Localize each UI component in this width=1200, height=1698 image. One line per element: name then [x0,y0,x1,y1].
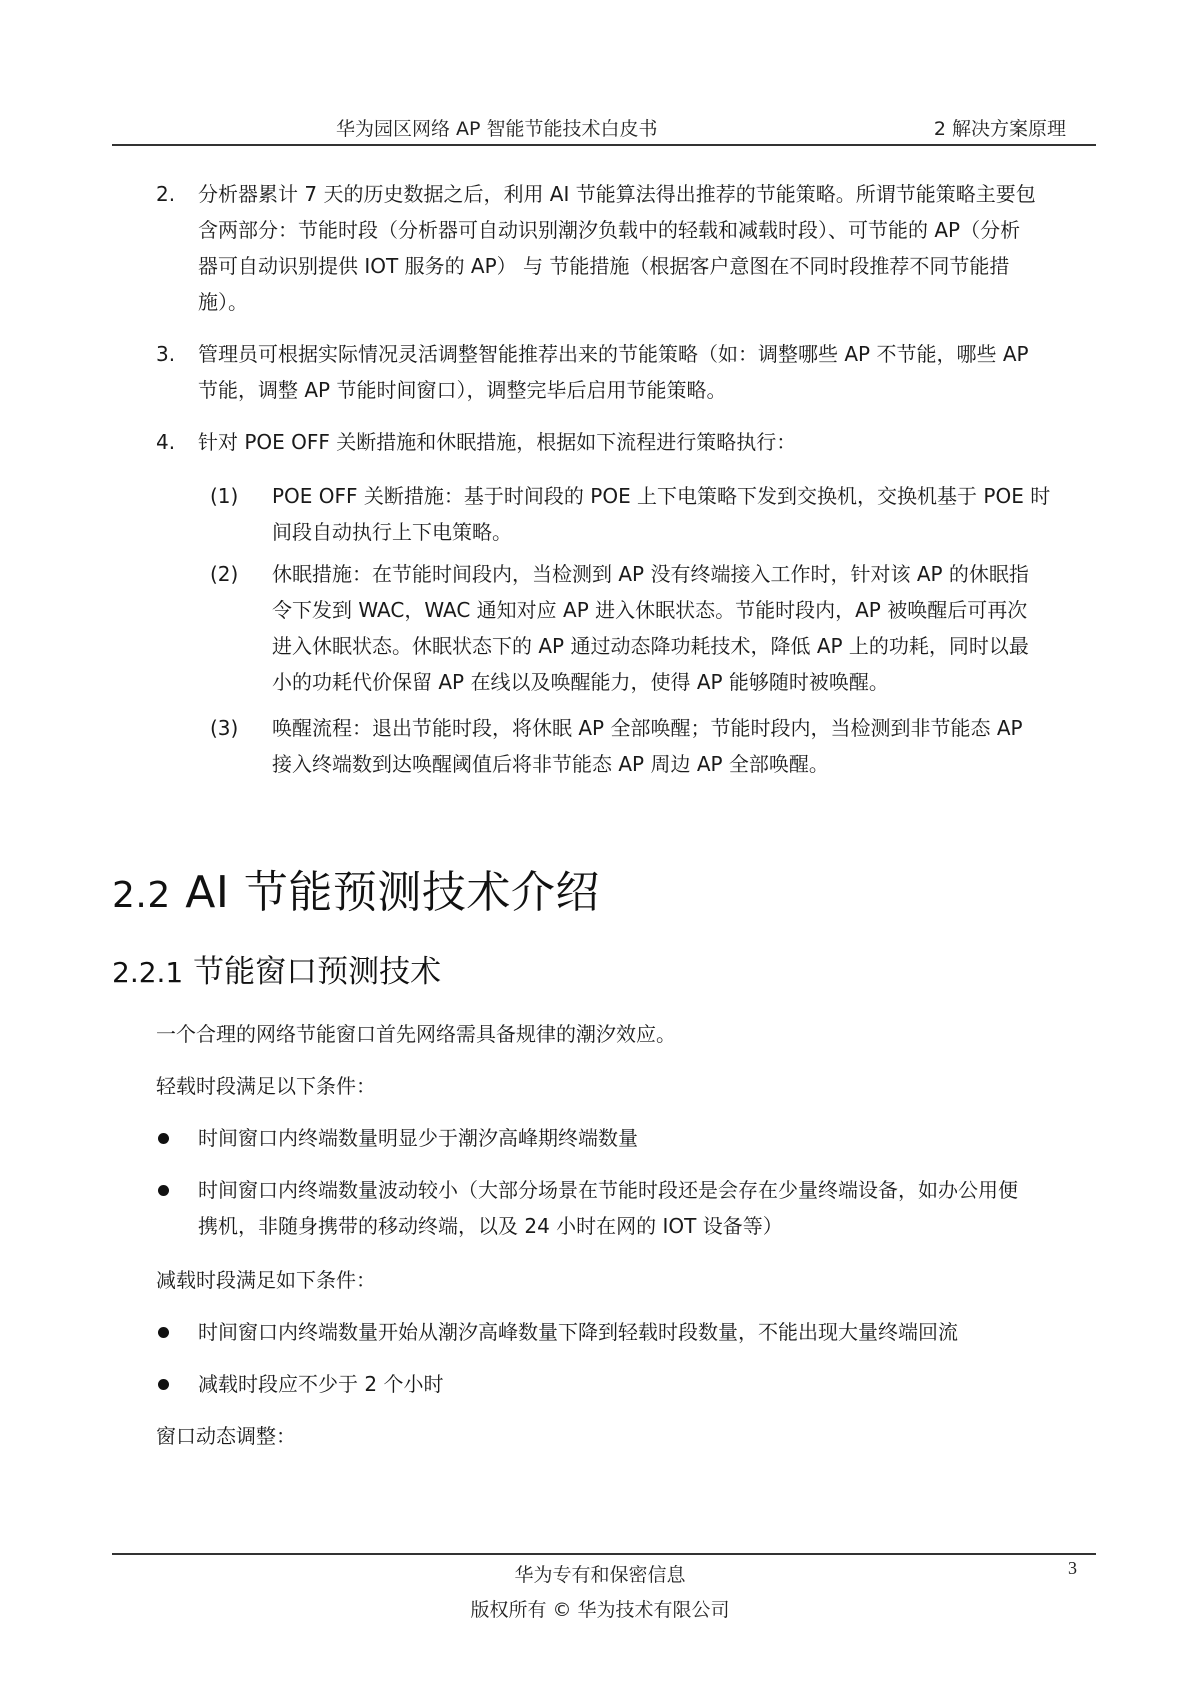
item-text [198,336,1098,408]
text-line: 小的功耗代价保留 AP 在线以及唤醒能力，使得 AP 能够随时被唤醒。 [272,670,889,694]
subsection-number: 2.2.1 [112,956,184,989]
reduced-load-heading: 减载时段满足如下条件： [156,1268,376,1292]
document-title: 华为园区网络 AP 智能节能技术白皮书 [336,118,658,140]
text-line: 休眠措施：在节能时间段内，当检测到 AP 没有终端接入工作时，针对该 AP 的休眠指 [272,562,1029,586]
bullet-icon [158,1133,169,1144]
bullet-icon [158,1185,169,1196]
text-line: 时间窗口内终端数量明显少于潮汐高峰期终端数量 [198,1126,638,1150]
text-line: 时间窗口内终端数量波动较小（大部分场景在节能时段还是会存在少量终端设备，如办公用便 [198,1178,1018,1202]
text-line: 减载时段应不少于 2 个小时 [198,1372,444,1396]
item-text [198,176,1098,320]
page-header [112,112,1096,146]
light-load-heading: 轻载时段满足以下条件： [156,1074,376,1098]
window-adjust-heading: 窗口动态调整： [156,1424,296,1448]
text-line: 施）。 [198,290,248,314]
chapter-title: 2 解决方案原理 [933,118,1066,140]
sub-item-number: (1) [210,484,239,508]
subsection-heading [112,946,441,991]
text-line: 进入休眠状态。休眠状态下的 AP 通过动态降功耗技术，降低 AP 上的功耗，同时以最 [272,634,1029,658]
bullet-text [198,1366,1098,1402]
section-heading [112,856,600,920]
section-number: 2.2 [112,875,171,916]
sub-item-number: (2) [210,562,239,586]
sub-item-text [272,556,1098,700]
text-line: 携机，非随身携带的移动终端，以及 24 小时在网的 IOT 设备等） [198,1214,783,1238]
item-text [198,424,1098,460]
sub-item-text [272,710,1098,782]
text-line: POE OFF 关断措施：基于时间段的 POE 上下电策略下发到交换机，交换机基于 POE 时 [272,484,1051,508]
bullet-icon [158,1327,169,1338]
section-title: AI 节能预测技术介绍 [185,867,600,918]
bullet-text [198,1120,1098,1156]
item-number: 2. [156,182,176,206]
text-line: 分析器累计 7 天的历史数据之后，利用 AI 节能算法得出推荐的节能策略。所谓节能策略主要包 [198,182,1036,206]
text-line: 令下发到 WAC，WAC 通知对应 AP 进入休眠状态。节能时段内，AP 被唤醒后可再次 [272,598,1028,622]
page-number: 3 [1068,1558,1077,1578]
intro-paragraph: 一个合理的网络节能窗口首先网络需具备规律的潮汐效应。 [156,1022,676,1046]
text-line: 间段自动执行上下电策略。 [272,520,512,544]
text-line: 针对 POE OFF 关断措施和休眠措施，根据如下流程进行策略执行： [198,430,797,454]
sub-item-number: (3) [210,716,239,740]
text-line: 节能，调整 AP 节能时间窗口），调整完毕后启用节能策略。 [198,378,727,402]
text-line: 接入终端数到达唤醒阈值后将非节能态 AP 周边 AP 全部唤醒。 [272,752,829,776]
sub-item-text [272,478,1098,550]
item-number: 3. [156,342,176,366]
item-number: 4. [156,430,176,454]
text-line: 器可自动识别提供 IOT 服务的 AP） 与 节能措施（根据客户意图在不同时段推荐不同节能措 [198,254,1010,278]
bullet-text [198,1172,1098,1244]
bullet-icon [158,1379,169,1390]
footer-copyright: 版权所有 © 华为技术有限公司 [470,1599,730,1621]
subsection-title: 节能窗口预测技术 [193,954,442,990]
footer-divider [112,1553,1096,1555]
text-line: 管理员可根据实际情况灵活调整智能推荐出来的节能策略（如：调整哪些 AP 不节能，哪些 AP [198,342,1029,366]
bullet-text [198,1314,1098,1350]
text-line: 含两部分：节能时段（分析器可自动识别潮汐负载中的轻载和减载时段）、可节能的 AP（分析 [198,218,1021,242]
footer-confidential: 华为专有和保密信息 [514,1564,686,1586]
text-line: 唤醒流程：退出节能时段，将休眠 AP 全部唤醒；节能时段内，当检测到非节能态 AP [272,716,1023,740]
text-line: 时间窗口内终端数量开始从潮汐高峰数量下降到轻载时段数量，不能出现大量终端回流 [198,1320,958,1344]
